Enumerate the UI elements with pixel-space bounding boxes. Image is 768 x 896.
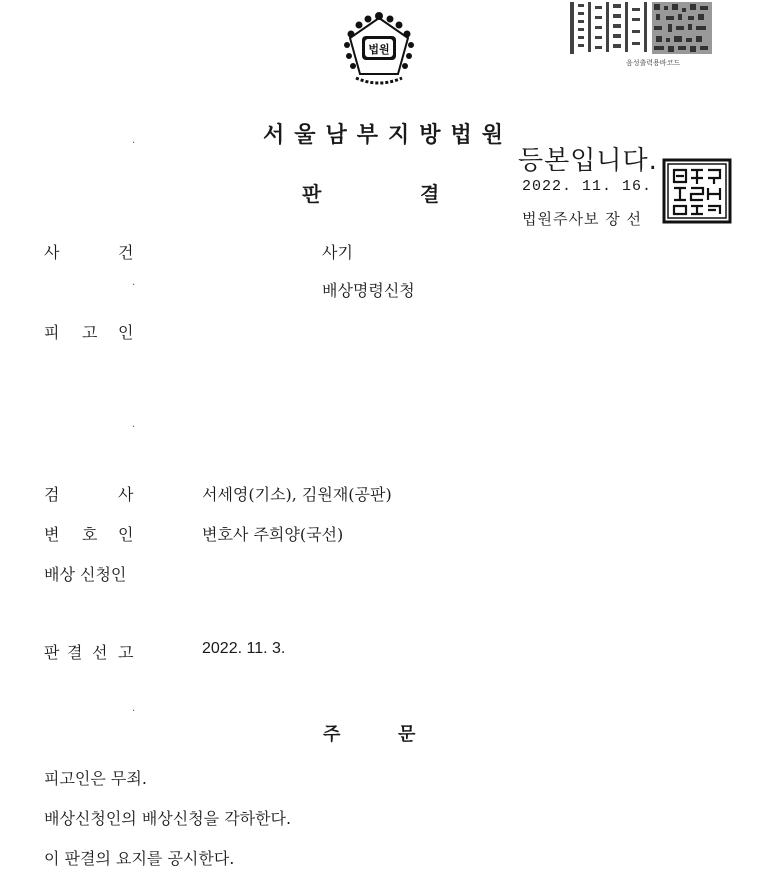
certification-clerk: 법원주사보 장 선 (522, 210, 642, 228)
scan-speck: · (132, 706, 136, 717)
verdict-date-label-char-4: 고 (118, 643, 135, 662)
barcode-caption: 음성출력용바코드 (626, 59, 681, 67)
document-type-char-2: 결 (420, 182, 440, 206)
barcode-image (568, 0, 714, 58)
certified-copy-text: 등본입니다. (518, 146, 658, 176)
prosecutor-value: 서세영(기소), 김원재(공판) (202, 485, 392, 504)
case-label-char-2: 건 (118, 243, 135, 262)
case-label-char-1: 사 (44, 243, 61, 262)
scan-speck: · (132, 280, 136, 291)
case-name-2: 배상명령신청 (322, 281, 415, 300)
order-line: 피고인은 무죄. (44, 769, 147, 788)
verdict-date-label-char-2: 결 (67, 643, 84, 662)
applicant-label: 배상 신청인 (44, 565, 127, 584)
counsel-label-char-2: 호 (82, 525, 99, 544)
scan-speck: · (132, 422, 136, 433)
court-name: 서울남부지방법원 (262, 122, 514, 148)
certification-date: 2022. 11. 16. (522, 178, 653, 195)
prosecutor-label-char-1: 검 (44, 485, 61, 504)
verdict-date-label-char-3: 선 (92, 643, 109, 662)
defendant-label-char-1: 피 (44, 323, 61, 342)
court-emblem-icon (336, 8, 422, 88)
order-heading-char-2: 문 (398, 724, 416, 745)
counsel-label-char-3: 인 (118, 525, 135, 544)
defendant-label-char-3: 인 (118, 323, 135, 342)
verdict-date-label-char-1: 판 (44, 643, 61, 662)
order-line: 배상신청인의 배상신청을 각하한다. (44, 809, 292, 828)
defendant-label-char-2: 고 (82, 323, 99, 342)
case-name: 사기 (322, 243, 353, 262)
verdict-date-value: 2022. 11. 3. (202, 640, 286, 657)
counsel-value: 변호사 주희양(국선) (202, 525, 344, 544)
scan-speck: · (132, 138, 136, 149)
order-heading-char-1: 주 (323, 724, 341, 745)
document-type-char-1: 판 (302, 182, 322, 206)
emblem-text: 법원 (368, 43, 390, 56)
prosecutor-label-char-2: 사 (118, 485, 135, 504)
official-seal-icon (662, 158, 732, 224)
order-line: 이 판결의 요지를 공시한다. (44, 849, 235, 868)
counsel-label-char-1: 변 (44, 525, 61, 544)
